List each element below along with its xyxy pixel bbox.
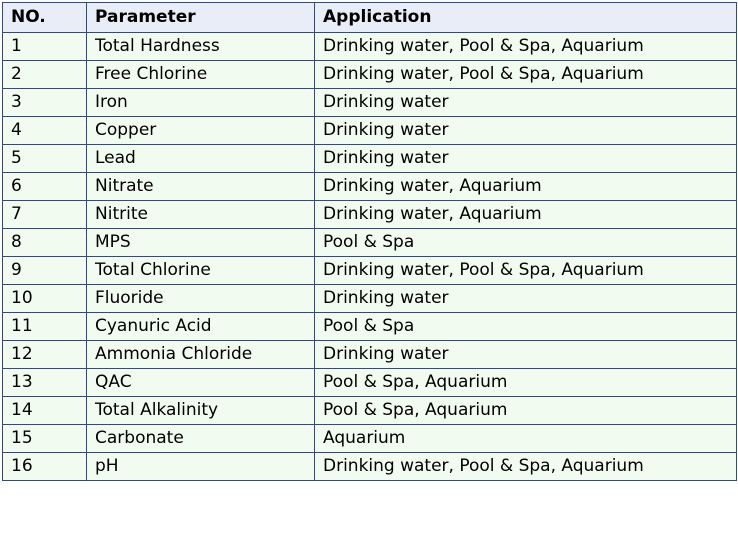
table-row	[3, 285, 737, 313]
table-row	[3, 341, 737, 369]
cell-no: 14	[3, 397, 87, 425]
column-header-no: NO.	[3, 3, 87, 33]
cell-parameter: pH	[87, 453, 315, 481]
cell-parameter: Fluoride	[87, 285, 315, 313]
table-row	[3, 173, 737, 201]
cell-no: 13	[3, 369, 87, 397]
cell-parameter: Free Chlorine	[87, 61, 315, 89]
cell-no: 7	[3, 201, 87, 229]
table-row	[3, 201, 737, 229]
cell-parameter: Nitrate	[87, 173, 315, 201]
cell-no: 11	[3, 313, 87, 341]
cell-application: Drinking water, Aquarium	[315, 173, 737, 201]
cell-application: Drinking water, Aquarium	[315, 201, 737, 229]
cell-parameter: Total Chlorine	[87, 257, 315, 285]
cell-parameter: Total Hardness	[87, 33, 315, 61]
cell-application: Pool & Spa, Aquarium	[315, 397, 737, 425]
table-row	[3, 425, 737, 453]
cell-application: Aquarium	[315, 425, 737, 453]
table-row	[3, 397, 737, 425]
cell-parameter: Iron	[87, 89, 315, 117]
cell-no: 12	[3, 341, 87, 369]
table-header-row	[3, 3, 737, 33]
cell-application: Drinking water	[315, 89, 737, 117]
table-row	[3, 257, 737, 285]
cell-parameter: Ammonia Chloride	[87, 341, 315, 369]
cell-parameter: Carbonate	[87, 425, 315, 453]
cell-application: Drinking water	[315, 341, 737, 369]
cell-parameter: QAC	[87, 369, 315, 397]
table-row	[3, 33, 737, 61]
table-row	[3, 117, 737, 145]
cell-application: Drinking water, Pool & Spa, Aquarium	[315, 257, 737, 285]
cell-application: Drinking water	[315, 117, 737, 145]
cell-no: 2	[3, 61, 87, 89]
cell-application: Drinking water, Pool & Spa, Aquarium	[315, 61, 737, 89]
cell-parameter: Cyanuric Acid	[87, 313, 315, 341]
table-row	[3, 89, 737, 117]
table-row	[3, 61, 737, 89]
cell-application: Pool & Spa	[315, 229, 737, 257]
table-row	[3, 145, 737, 173]
table-row	[3, 453, 737, 481]
cell-parameter: Nitrite	[87, 201, 315, 229]
cell-parameter: Copper	[87, 117, 315, 145]
table-header	[3, 3, 737, 33]
cell-no: 16	[3, 453, 87, 481]
cell-no: 8	[3, 229, 87, 257]
cell-parameter: Total Alkalinity	[87, 397, 315, 425]
cell-parameter: Lead	[87, 145, 315, 173]
column-header-parameter: Parameter	[87, 3, 315, 33]
cell-application: Drinking water, Pool & Spa, Aquarium	[315, 453, 737, 481]
table-body	[3, 33, 737, 481]
cell-no: 3	[3, 89, 87, 117]
parameter-table-container	[0, 2, 738, 549]
cell-no: 9	[3, 257, 87, 285]
cell-application: Pool & Spa, Aquarium	[315, 369, 737, 397]
table-row	[3, 313, 737, 341]
cell-parameter: MPS	[87, 229, 315, 257]
table-row	[3, 229, 737, 257]
cell-no: 6	[3, 173, 87, 201]
cell-application: Drinking water, Pool & Spa, Aquarium	[315, 33, 737, 61]
column-header-application: Application	[315, 3, 737, 33]
parameter-application-table	[2, 2, 737, 481]
cell-no: 10	[3, 285, 87, 313]
cell-no: 15	[3, 425, 87, 453]
table-row	[3, 369, 737, 397]
cell-no: 1	[3, 33, 87, 61]
cell-application: Drinking water	[315, 285, 737, 313]
cell-application: Drinking water	[315, 145, 737, 173]
cell-no: 4	[3, 117, 87, 145]
cell-no: 5	[3, 145, 87, 173]
cell-application: Pool & Spa	[315, 313, 737, 341]
